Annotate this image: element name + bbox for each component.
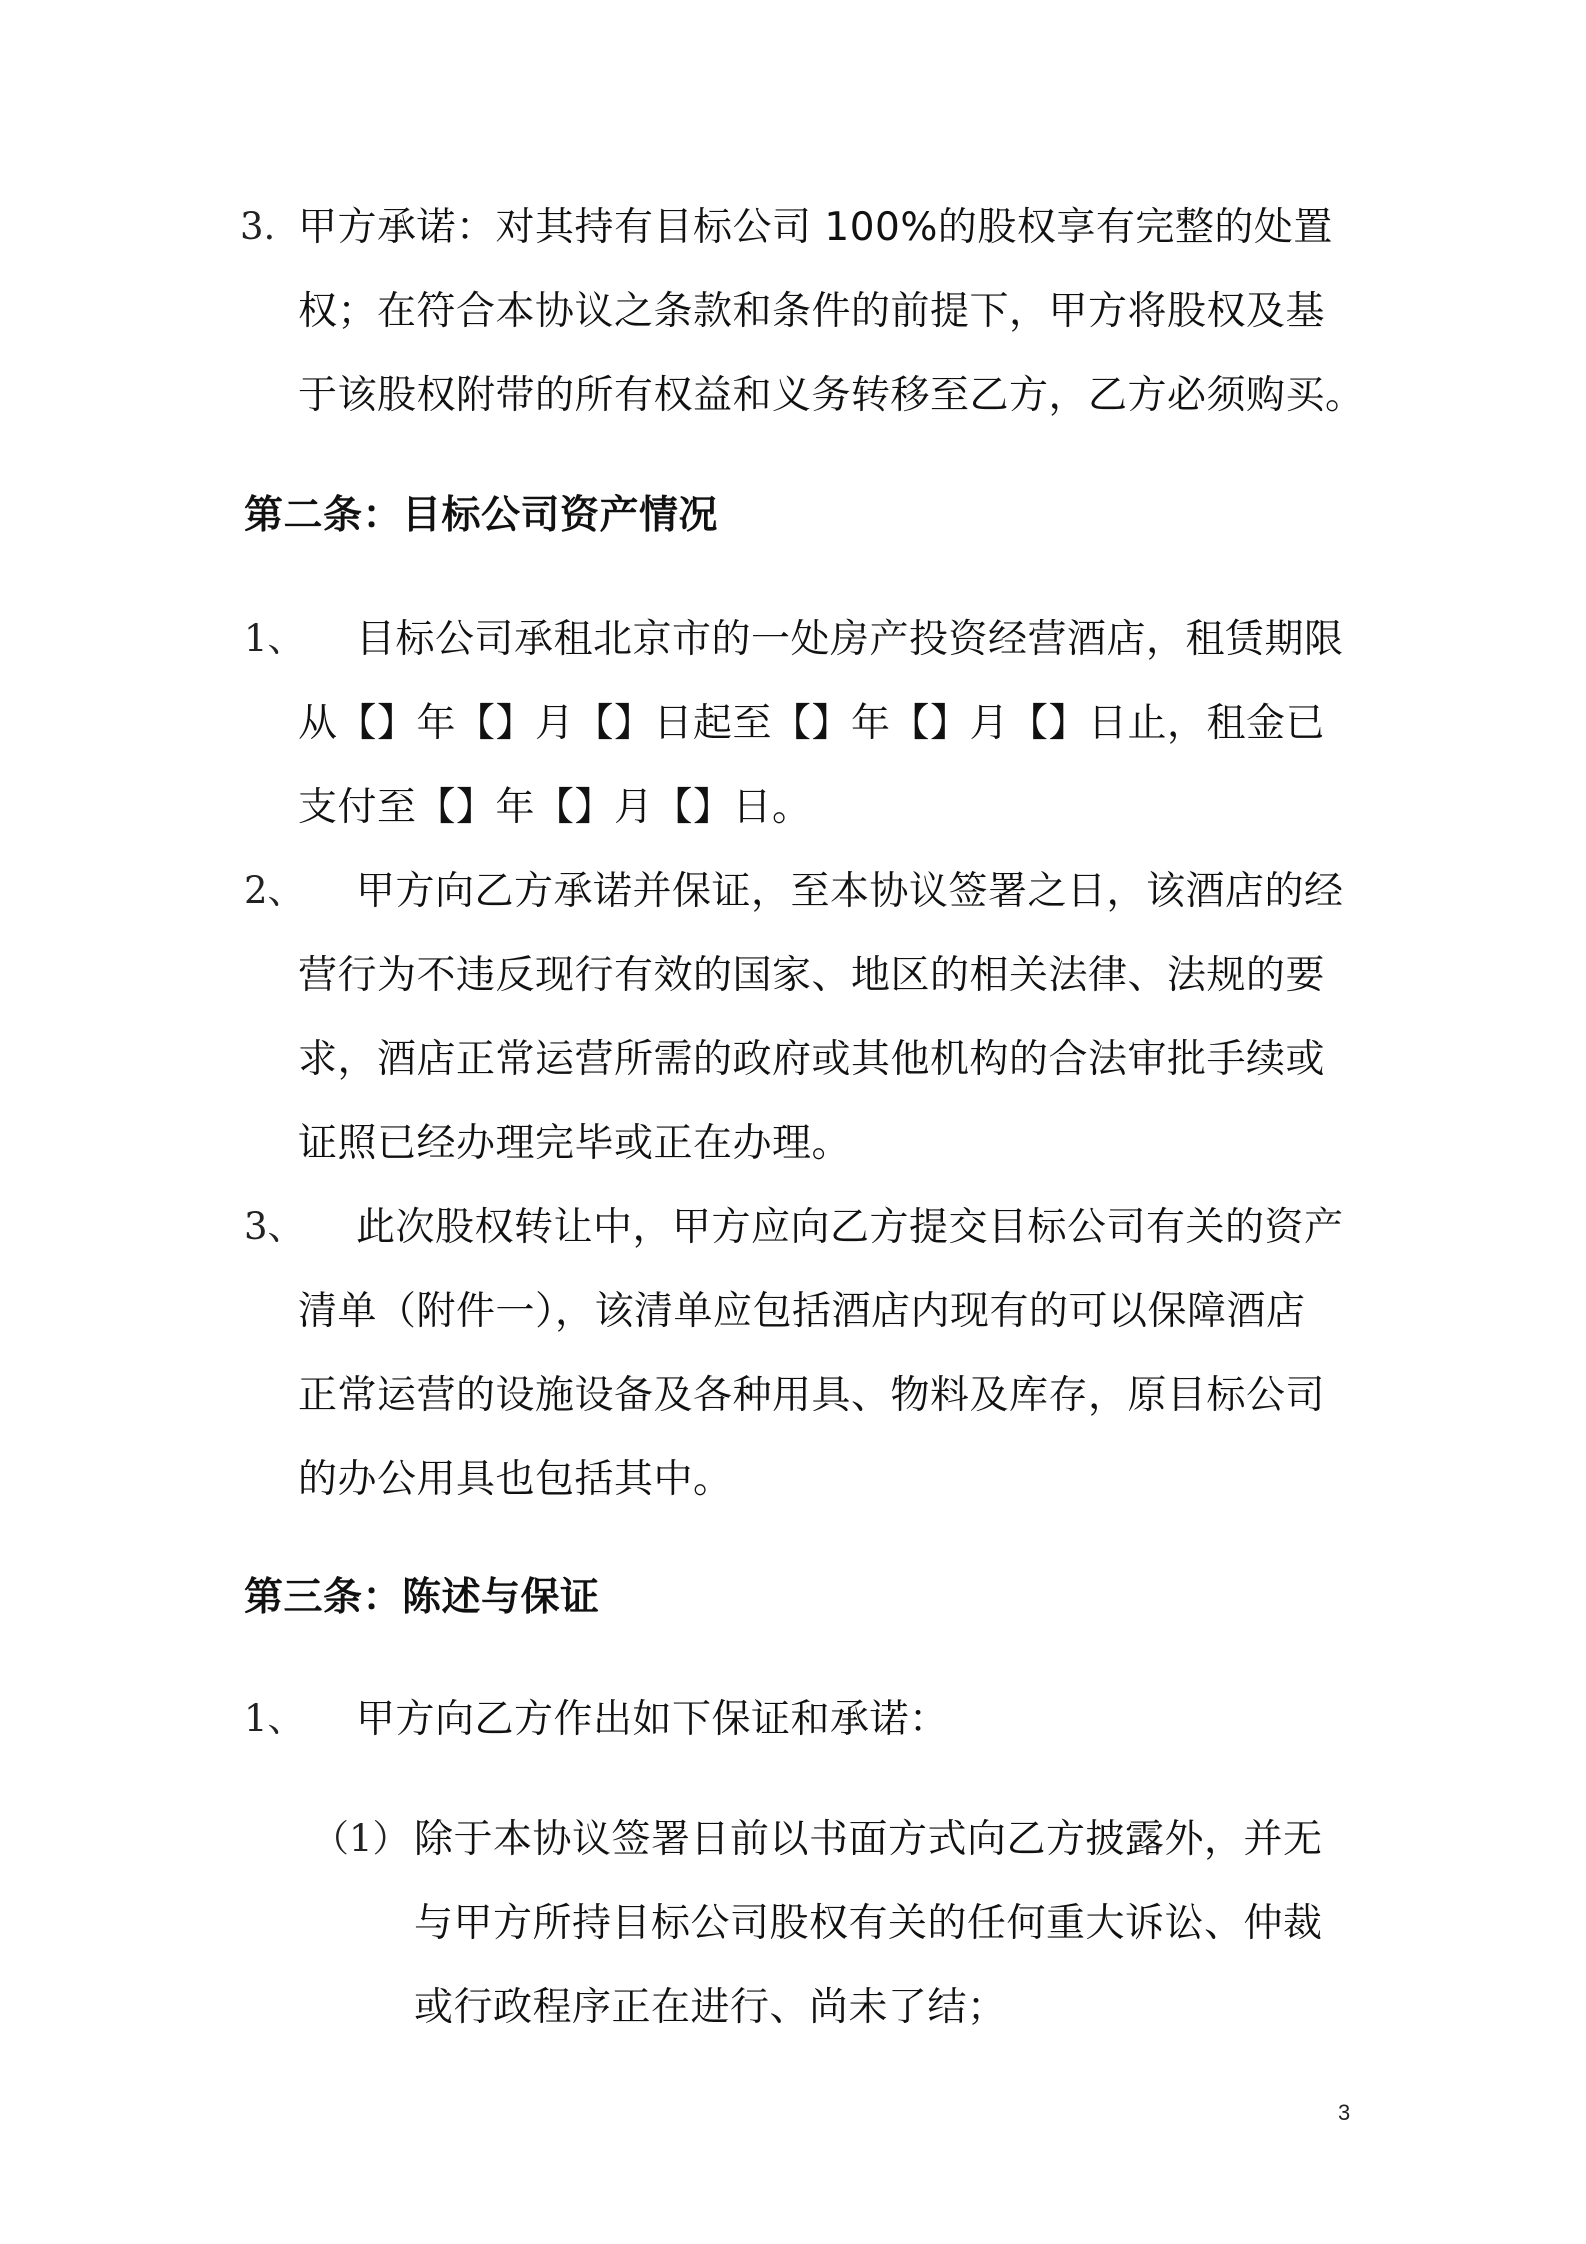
paragraph-line: 清单（附件一），该清单应包括酒店内现有的可以保障酒店: [298, 1289, 1306, 1334]
item-number: 3.: [240, 205, 276, 248]
sub-item-number: （1）: [312, 1817, 410, 1860]
paragraph-line: 于该股权附带的所有权益和义务转移至乙方，乙方必须购买。: [298, 373, 1365, 418]
paragraph-line: 求，酒店正常运营所需的政府或其他机构的合法审批手续或: [298, 1037, 1326, 1082]
paragraph-line: 的办公用具也包括其中。: [298, 1457, 733, 1502]
item-number: 3、: [244, 1205, 305, 1248]
item-number: 1、: [244, 1697, 305, 1740]
article-heading: 第二条：目标公司资产情况: [244, 493, 719, 538]
paragraph-line: 目标公司承租北京市的一处房产投资经营酒店，租赁期限: [356, 617, 1344, 662]
article-heading: 第三条：陈述与保证: [244, 1575, 600, 1620]
paragraph-line: 正常运营的设施设备及各种用具、物料及库存，原目标公司: [298, 1373, 1326, 1418]
item-number: 2、: [244, 869, 305, 912]
paragraph-line: 除于本协议签署日前以书面方式向乙方披露外，并无: [414, 1817, 1323, 1862]
page-number: 3: [1338, 2100, 1351, 2125]
paragraph-line: 权；在符合本协议之条款和条件的前提下，甲方将股权及基: [298, 289, 1326, 334]
paragraph-line: 或行政程序正在进行、尚未了结；: [414, 1985, 1007, 2030]
paragraph-line: 营行为不违反现行有效的国家、地区的相关法律、法规的要: [298, 953, 1326, 998]
paragraph-line: 甲方承诺：对其持有目标公司 100%的股权享有完整的处置: [298, 205, 1333, 250]
item-number: 1、: [244, 617, 305, 660]
paragraph-line: 甲方向乙方承诺并保证，至本协议签署之日，该酒店的经: [356, 869, 1344, 914]
paragraph-line: 甲方向乙方作出如下保证和承诺：: [356, 1697, 949, 1742]
paragraph-line: 从【】年【】月【】日起至【】年【】月【】日止，租金已: [298, 701, 1326, 746]
paragraph-line: 此次股权转让中，甲方应向乙方提交目标公司有关的资产: [356, 1205, 1344, 1250]
paragraph-line: 证照已经办理完毕或正在办理。: [298, 1121, 852, 1166]
paragraph-line: 与甲方所持目标公司股权有关的任何重大诉讼、仲裁: [414, 1901, 1323, 1946]
paragraph-line: 支付至【】年【】月【】日。: [298, 785, 812, 830]
